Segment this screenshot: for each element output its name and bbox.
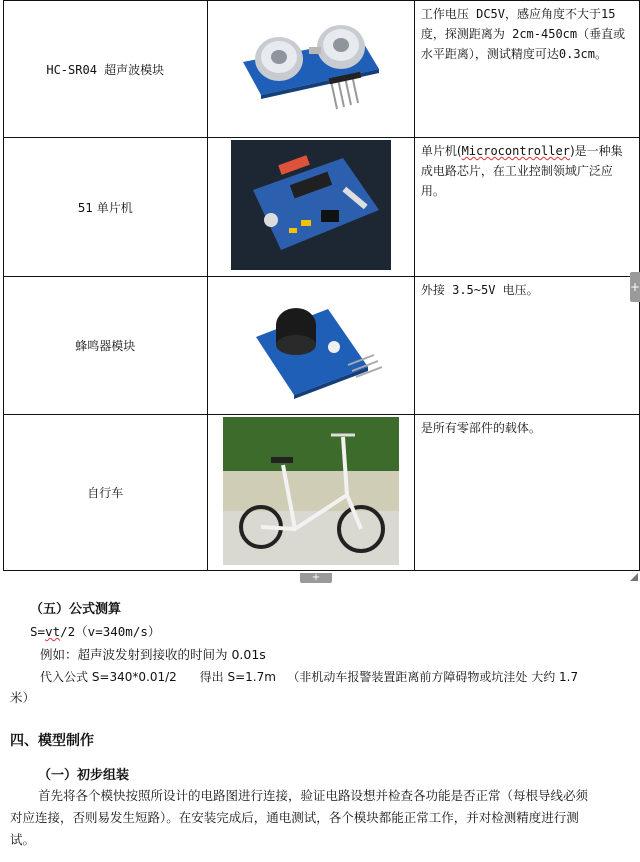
ultrasonic-sensor-illustration: [231, 17, 391, 117]
component-name-text: HC-SR04 超声波模块: [46, 62, 165, 77]
buzzer-module-image: [207, 277, 414, 415]
bicycle-illustration: [223, 417, 399, 565]
formula-term: vt: [45, 624, 61, 639]
component-description: [414, 1, 639, 138]
section-heading: （一）初步组装: [38, 768, 130, 783]
table-row: [4, 138, 640, 277]
component-name: [4, 1, 208, 138]
component-name-text: 蜂鸣器模块: [75, 339, 136, 353]
component-name-text: 51 单片机: [77, 200, 133, 215]
section-heading: （五）公式测算: [30, 602, 122, 617]
component-description: [414, 138, 639, 277]
component-name-text: 自行车: [87, 486, 124, 500]
formula-part: /2（v=340m/s）: [60, 624, 161, 639]
plus-icon: +: [630, 280, 640, 294]
component-description-text: 外接 3.5~5V 电压。: [420, 283, 539, 297]
table-resize-icon[interactable]: [630, 573, 638, 581]
component-description: [414, 277, 639, 415]
calc-line-tail: 米）: [10, 690, 36, 705]
ultrasonic-sensor-image: [207, 1, 414, 138]
component-description-text: 工作电压 DC5V，感应角度不大于15 度，探测距离为 2cm-450cm（垂直或水平距离），测试精度可达0.3cm。: [420, 7, 626, 61]
component-name: [4, 415, 208, 571]
formula-line: [30, 622, 630, 640]
buzzer-module-illustration: [236, 289, 386, 399]
table-row: [4, 1, 640, 138]
table-row: [4, 277, 640, 415]
example-line: 例如：超声波发射到接收的时间为 0.01s: [40, 647, 266, 662]
component-name: [4, 138, 208, 277]
component-description-text: 是所有零部件的载体。: [420, 421, 541, 435]
paragraph-line: 首先将各个模快按照所设计的电路图进行连接，验证电路设想并检查各功能是否正常（每根导线必须: [38, 788, 589, 803]
plus-icon: +: [311, 572, 321, 583]
paragraph-line: 试。: [10, 832, 36, 847]
chapter-heading: 四、模型制作: [10, 733, 94, 749]
calc-line: 代入公式 S=340*0.01/2 得出 S=1.7m （非机动车报警装置距离前方障碍物或坑洼处 大约 1.7: [40, 670, 579, 684]
components-table: [3, 0, 640, 571]
table-insert-row-handle[interactable]: [300, 573, 332, 583]
bicycle-image: [207, 415, 414, 571]
component-description: [414, 415, 639, 571]
desc-term: Microcontroller: [461, 144, 570, 158]
desc-part: )是一种集成电路芯片，在工业控制领域广泛应用。: [420, 144, 623, 198]
desc-part: 单片机(: [420, 144, 462, 158]
table-row: [4, 415, 640, 571]
component-name: [4, 277, 208, 415]
formula-part: S=: [30, 624, 46, 639]
paragraph-line: 对应连接，否则易发生短路）。在安装完成后，通电测试，各个模块都能正常工作，并对检测精度进行测: [10, 810, 579, 825]
table-insert-column-handle[interactable]: [630, 272, 640, 302]
microcontroller-board-image: [207, 138, 414, 277]
microcontroller-board-illustration: [231, 140, 391, 270]
